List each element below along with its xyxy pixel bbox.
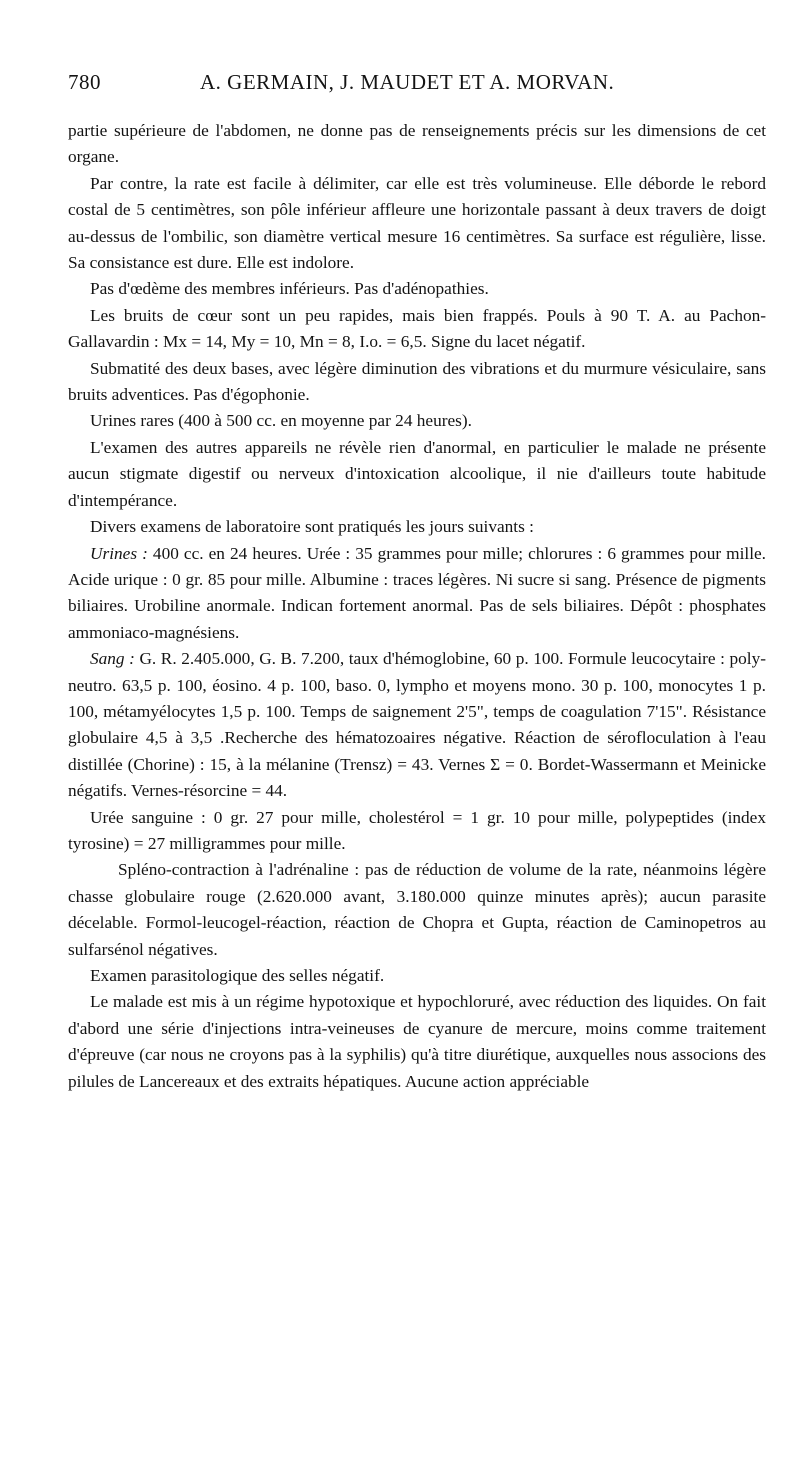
paragraph-traitement: Le malade est mis à un régime hypotoxique et hypochloruré, avec réduction des liquides. On fait d'abord une série d'injections intra-veineuses de cyanure de mercure, moins comme traitement d'épreuve (car nous ne croyons pas à la syphilis) qu'à titre diurétique, auxquelles nous associons des pilules de Lancereaux et des extraits hépatiques. Aucune action appréciable (68, 992, 766, 1091)
paragraph-sang (68, 646, 766, 804)
paragraph-urines-rares: Urines rares (400 à 500 cc. en moyenne par 24 heures). (90, 411, 472, 431)
paragraph-coeur: Les bruits de cœur sont un peu rapides, mais bien frappés. Pouls à 90 T. A. au Pachon-Gallavardin : Mx = 14, My = 10, Mn = 8, I.o. = 6,5. Signe du lacet négatif. (68, 305, 766, 352)
header-authors: A. GERMAIN, J. MAUDET ET A. MORVAN. (200, 70, 615, 94)
paragraph-laboratoire: Divers examens de laboratoire sont pratiqués les jours suivants : (90, 517, 534, 537)
paragraph-uree-sanguine: Urée sanguine : 0 gr. 27 pour mille, cholestérol = 1 gr. 10 pour mille, polypeptides (index tyrosine) = 27 milligrammes pour mille. (68, 807, 766, 853)
label-urines: Urines : (90, 543, 148, 563)
body-text (68, 118, 766, 1095)
document-page (68, 70, 766, 1095)
urines-text: 400 cc. en 24 heures. Urée : 35 grammes pour mille; chlorures : 6 grammes pour mille. Acide urique : 0 gr. 85 pour mille. Albumine : traces légères. Ni sucre si sang. Présence de pigments biliaires. Urobiline anormale. Indican fortement anormal. Pas de sels biliaires. Dépôt : phosphates ammoniaco-magnésiens. (68, 543, 766, 642)
paragraph-urines (68, 541, 766, 647)
paragraph-spleno-contraction: Spléno-contraction à l'adrénaline : pas de réduction de volume de la rate, néanmoins légère chasse globulaire rouge (2.620.000 avant, 3.180.000 quinze minutes après); aucun parasite décelable. Formol-leucogel-réaction, réaction de Chopra et Gupta, réaction de Caminopetros au sulfarsénol négatives. (68, 860, 766, 959)
paragraph-bases: Submatité des deux bases, avec légère diminution des vibrations et du murmure vésiculaire, sans bruits adventices. Pas d'égophonie. (68, 358, 766, 405)
label-sang: Sang : (90, 649, 135, 669)
paragraph-rate: Par contre, la rate est facile à délimiter, car elle est très volumineuse. Elle déborde le rebord costal de 5 centimètres, son pôle inférieur affleure une horizontale passant à deux travers de doigt au-dessus de l'ombilic, son diamètre vertical mesure 16 centimètres. Sa surface est régulière, lisse. Sa consistance est dure. Elle est indolore. (68, 173, 766, 273)
paragraph-parasitologique: Examen parasitologique des selles négatif. (90, 966, 385, 985)
sang-text: G. R. 2.405.000, G. B. 7.200, taux d'hémoglobine, 60 p. 100. Formule leucocytaire : poly-neutro. 63,5 p. 100, éosino. 4 p. 100, baso. 0, lympho et moyens mono. 30 p. 100, monocytes 1 p. 100, métamyélocytes 1,5 p. 100. Temps de saignement 2'5", temps de coagulation 7'15". Résistance globulaire 4,5 à 3,5 .Recherche des hématozoaires négative. Réaction de sérofloculation à l'eau distillée (Chorine) : 15, à la mélanine (Trensz) = 43. Vernes Σ = 0. Bordet-Wassermann et Meinicke négatifs. Vernes-résorcine = 44. (68, 649, 766, 801)
paragraph-continuation: partie supérieure de l'abdomen, ne donne pas de renseignements précis sur les dimensions de cet organe. (68, 121, 766, 167)
page-number: 780 (68, 70, 101, 94)
running-header (68, 70, 766, 104)
paragraph-oedeme: Pas d'œdème des membres inférieurs. Pas d'adénopathies. (90, 279, 489, 299)
paragraph-examen: L'examen des autres appareils ne révèle rien d'anormal, en particulier le malade ne présente aucun stigmate digestif ou nerveux d'intoxication alcoolique, il nie d'ailleurs toute habitude d'intempérance. (68, 437, 766, 510)
